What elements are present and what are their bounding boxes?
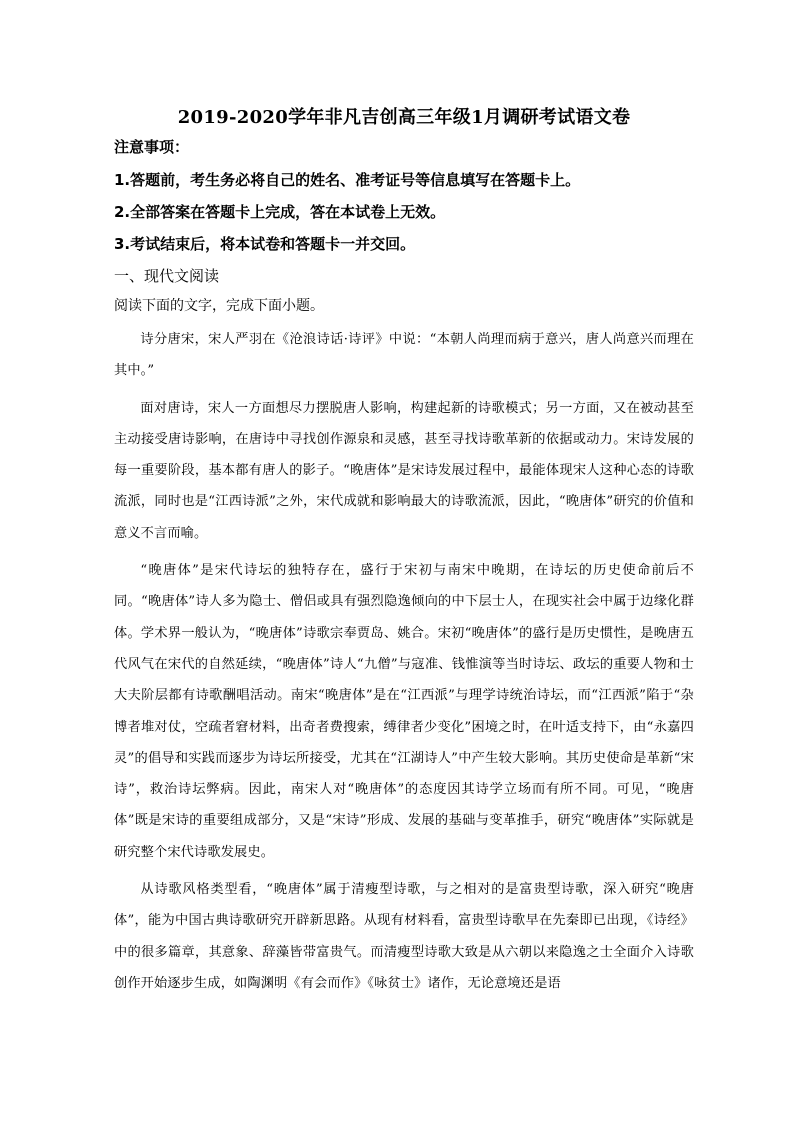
exam-title: 2019-2020学年非凡吉创高三年级1月调研考试语文卷 (177, 107, 631, 128)
notice-item-3: 3.考试结束后，将本试卷和答题卡一并交回。 (114, 235, 416, 253)
notice-heading: 注意事项： (114, 138, 190, 156)
notice-item-2: 2.全部答案在答题卡上完成，答在本试卷上无效。 (114, 203, 446, 221)
reading-passage (114, 324, 694, 999)
section-instruction: 阅读下面的文字，完成下面小题。 (114, 298, 324, 314)
passage-paragraph-3: “晚唐体”是宋代诗坛的独特存在，盛行于宋初与南宋中晚期，在诗坛的历史使命前后不同。“晚唐体”诗人多为隐士、僧侣或具有强烈隐逸倾向的中下层士人，在现实社会中属于边缘化群体。学术界一般认为，“晚唐体”诗歌宗奉贾岛、姚合。宋初“晚唐体”的盛行是历史惯性，是晚唐五代风气在宋代的自然延续，“晚唐体”诗人“九僧”与寇准、钱惟演等当时诗坛、政坛的重要人物和士大夫阶层都有诗歌酬唱活动。南宋“晚唐体”是在“江西派”与理学诗统治诗坛，而“江西派”陷于“杂博者堆对仗，空疏者窘材料，出奇者费搜索，缚律者少变化”困境之时，在叶适支持下，由“永嘉四灵”的倡导和实践而逐步为诗坛所接受，尤其在“江湖诗人”中产生较大影响。其历史使命是革新“宋诗”，救治诗坛弊病。因此，南宋人对“晚唐体”的态度因其诗学立场而有所不同。可见，“晚唐体”既是宋诗的重要组成部分，又是“宋诗”形成、发展的基础与变革推手，研究“晚唐体”实际就是研究整个宋代诗歌发展史。 (114, 563, 694, 860)
passage-paragraph-2: 面对唐诗，宋人一方面想尽力摆脱唐人影响，构建起新的诗歌模式；另一方面，又在被动甚至主动接受唐诗影响，在唐诗中寻找创作源泉和灵感，甚至寻找诗歌革新的依据或动力。宋诗发展的每一重要阶段，基本都有唐人的影子。“晚唐体”是宋诗发展过程中，最能体现宋人这种心态的诗歌流派，同时也是“江西诗派”之外，宋代成就和影响最大的诗歌流派，因此，“晚唐体”研究的价值和意义不言而喻。 (114, 400, 694, 541)
section-heading: 一、现代文阅读 (114, 267, 220, 285)
passage-paragraph-1: 诗分唐宋，宋人严羽在《沧浪诗话·诗评》中说：“本朝人尚理而病于意兴，唐人尚意兴而理在其中。” (114, 332, 694, 379)
notice-item-1: 1.答题前，考生务必将自己的姓名、准考证号等信息填写在答题卡上。 (114, 171, 581, 189)
document-page (114, 104, 694, 999)
passage-paragraph-4: 从诗歌风格类型看，“晚唐体”属于清瘦型诗歌，与之相对的是富贵型诗歌，深入研究“晚唐体”，能为中国古典诗歌研究开辟新思路。从现有材料看，富贵型诗歌早在先秦即已出现，《诗经》中的很多篇章，其意象、辞藻皆带富贵气。而清瘦型诗歌大致是从六朝以来隐逸之士全面介入诗歌创作开始逐步生成，如陶渊明《有会而作》《咏贫士》诸作，无论意境还是语 (114, 882, 694, 991)
